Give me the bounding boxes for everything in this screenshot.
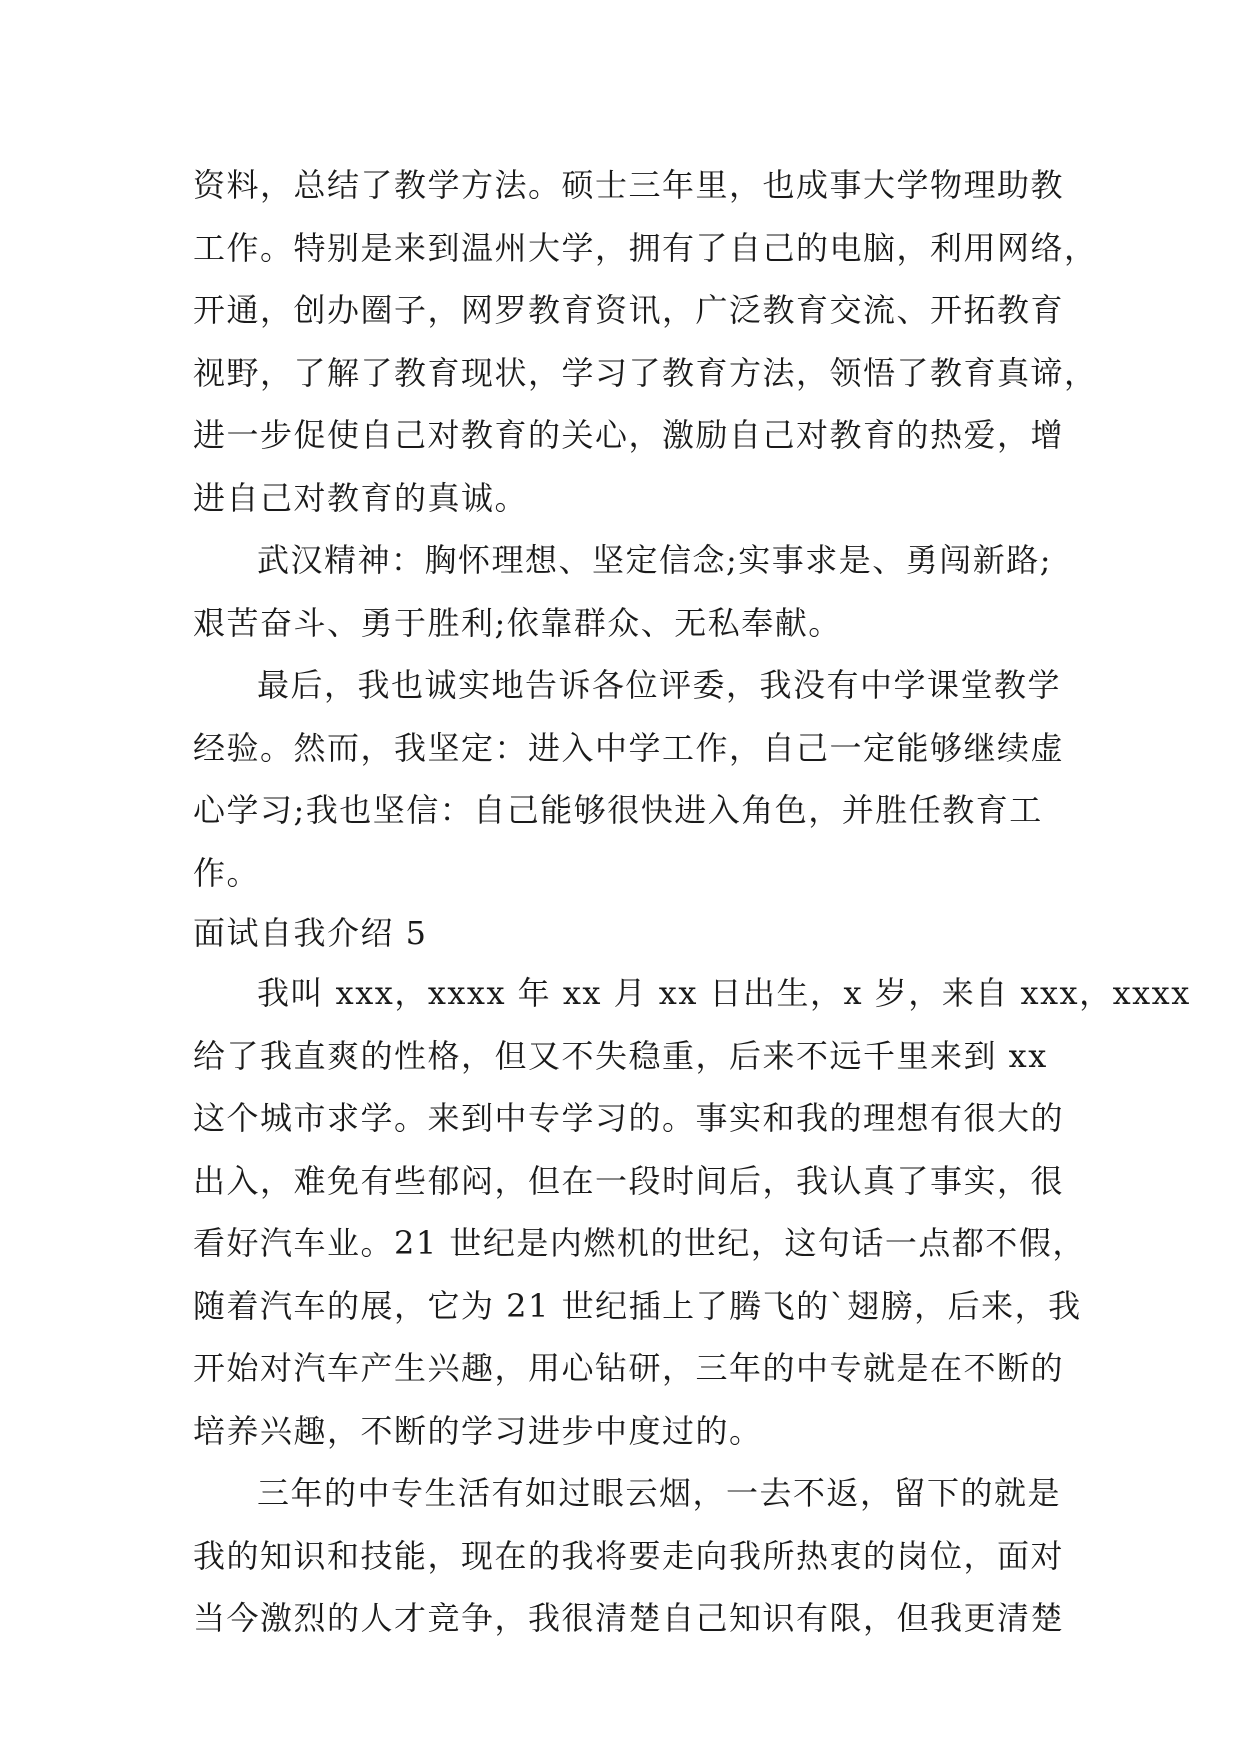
document-body: [193, 154, 1191, 1650]
paragraph: [193, 962, 1191, 1462]
section-heading: 面试自我介绍 5: [193, 914, 428, 952]
text-line: 随着汽车的展，它为 21 世纪插上了腾飞的`翅膀，后来，我: [193, 1286, 1082, 1325]
text-line: 出入，难免有些郁闷，但在一段时间后，我认真了事实，很: [193, 1161, 1065, 1200]
text-line: 开通，创办圈子，网罗教育资讯，广泛教育交流、开拓教育: [193, 291, 1065, 329]
text-line: 最后，我也诚实地告诉各位评委，我没有中学课堂教学: [257, 666, 1062, 704]
text-line: 工作。特别是来到温州大学，拥有了自己的电脑，利用网络，: [193, 228, 1098, 267]
paragraph: [193, 154, 1098, 529]
text-line: 进一步促使自己对教育的关心，激励自己对教育的热爱，增: [193, 416, 1065, 454]
paragraph: [193, 654, 1065, 904]
text-line: 给了我直爽的性格，但又不失稳重，后来不远千里来到 xx: [193, 1036, 1048, 1075]
text-line: 我叫 xxx，xxxx 年 xx 月 xx 日出生，x 岁，来自 xxx，xxxx: [257, 974, 1191, 1012]
paragraph: [193, 529, 1053, 654]
text-line: 心学习;我也坚信：自己能够很快进入角色，并胜任教育工: [193, 791, 1043, 829]
text-line: 看好汽车业。21 世纪是内燃机的世纪，这句话一点都不假，: [193, 1224, 1086, 1262]
text-line: 我的知识和技能，现在的我将要走向我所热衷的岗位，面对: [193, 1536, 1065, 1575]
text-line: 作。: [193, 853, 261, 892]
text-line: 开始对汽车产生兴趣，用心钻研，三年的中专就是在不断的: [193, 1349, 1065, 1387]
text-line: 资料，总结了教学方法。硕士三年里，也成事大学物理助教: [193, 166, 1065, 204]
text-line: 经验。然而，我坚定：进入中学工作，自己一定能够继续虚: [193, 728, 1065, 767]
text-line: 武汉精神：胸怀理想、坚定信念;实事求是、勇闯新路;: [257, 541, 1053, 579]
text-line: 当今激烈的人才竞争，我很清楚自己知识有限，但我更清楚: [193, 1599, 1065, 1637]
text-line: 这个城市求学。来到中专学习的。事实和我的理想有很大的: [193, 1099, 1065, 1137]
text-line: 三年的中专生活有如过眼云烟，一去不返，留下的就是: [257, 1474, 1062, 1512]
text-line: 艰苦奋斗、勇于胜利;依靠群众、无私奉献。: [193, 603, 842, 642]
paragraph: [193, 1462, 1065, 1650]
text-line: 培养兴趣，不断的学习进步中度过的。: [193, 1411, 763, 1450]
text-line: 视野，了解了教育现状，学习了教育方法，领悟了教育真谛，: [193, 353, 1098, 392]
text-line: 进自己对教育的真诚。: [193, 478, 529, 517]
